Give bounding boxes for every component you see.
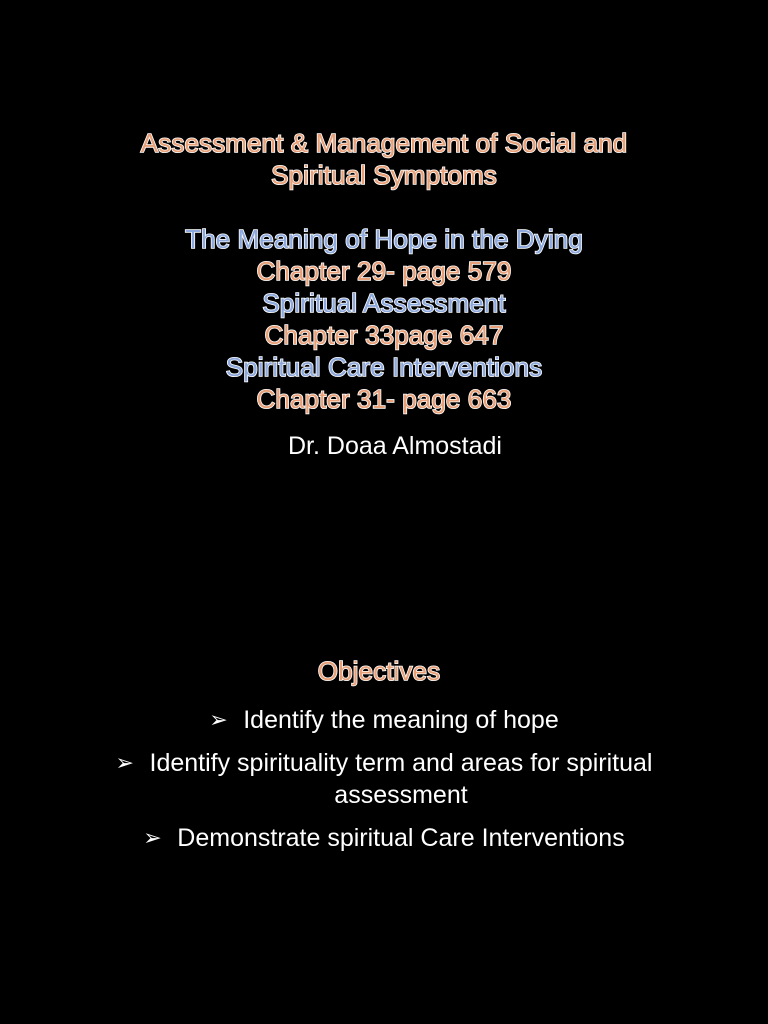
objectives-heading: Objectives xyxy=(317,656,441,686)
arrow-bullet-icon: ➢ xyxy=(209,707,228,732)
topic-hope-chapter: Chapter 29- page 579 xyxy=(256,256,512,286)
topic-interventions-title: Spiritual Care Interventions xyxy=(225,352,543,382)
topic-assessment-chapter: Chapter 33page 647 xyxy=(264,320,504,350)
objective-text xyxy=(150,747,653,811)
topics-block xyxy=(0,223,768,415)
title-line-2: Spiritual Symptoms xyxy=(271,160,497,190)
objective-text-line-2: assessment xyxy=(334,781,468,809)
objective-text-line-1: Identify the meaning of hope xyxy=(243,706,559,734)
title-block xyxy=(0,127,768,191)
objective-text xyxy=(243,704,559,736)
arrow-bullet-icon: ➢ xyxy=(143,825,162,850)
title-line-1: Assessment & Management of Social and xyxy=(140,128,628,158)
objective-text xyxy=(177,822,624,854)
author-name: Dr. Doaa Almostadi xyxy=(288,432,502,460)
objective-item xyxy=(0,747,768,811)
objective-item xyxy=(0,704,768,736)
objective-item xyxy=(0,822,768,854)
topic-interventions-chapter: Chapter 31- page 663 xyxy=(256,384,512,414)
objective-text-line-1: Demonstrate spiritual Care Interventions xyxy=(177,824,625,852)
objectives-list xyxy=(0,704,768,865)
arrow-bullet-icon: ➢ xyxy=(115,750,134,775)
objective-text-line-1: Identify spirituality term and areas for spiritual xyxy=(149,749,653,777)
topic-assessment-title: Spiritual Assessment xyxy=(262,288,506,318)
topic-hope-title: The Meaning of Hope in the Dying xyxy=(185,224,583,254)
